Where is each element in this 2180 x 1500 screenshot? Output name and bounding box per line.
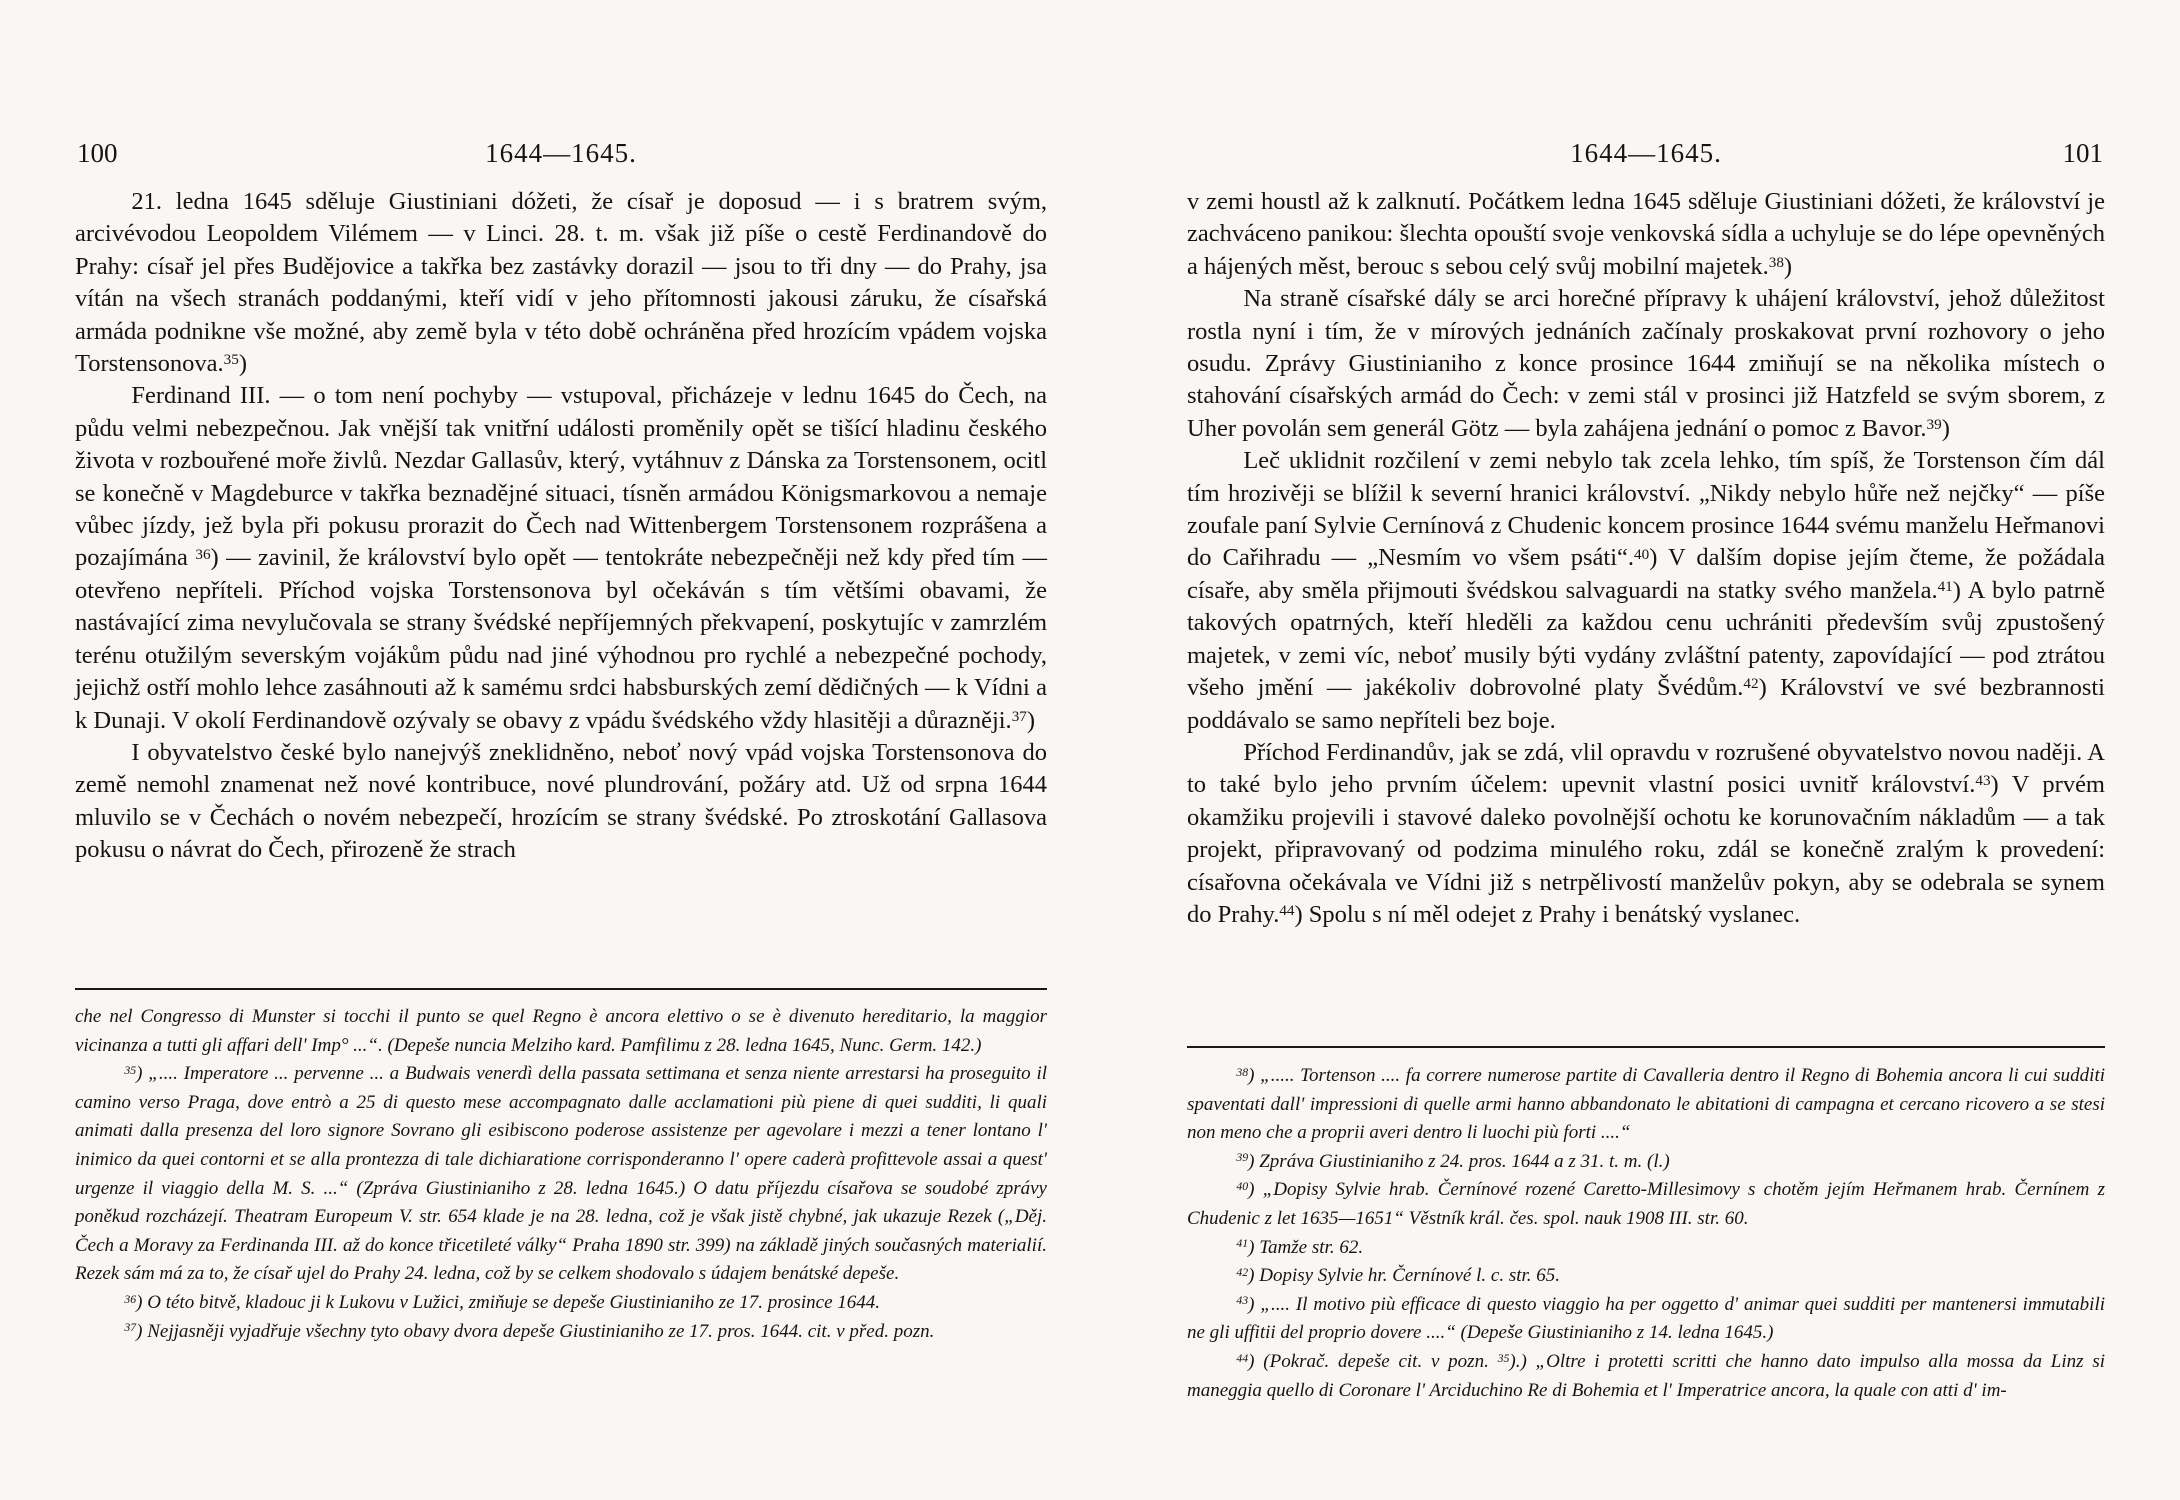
paragraph: Příchod Ferdinandův, jak se zdá, vlil opravdu v rozrušené obyvatelstvo novou naději. A to také bylo jeho prvním účelem: upevnit vlastní posici uvnitř království.$^{43}$) V prvém okamžiku projevili i stavové daleko povolnější ochotu ke korunovačním nákladům — a tak projekt, připravovaný od podzima minulého roku, zdál se konečně zralým k provedení: císařovna očekávala ve Vídni již s netrpělivostí manželův pokyn, aby se odebrala se synem do Prahy.$^{44}$) Spolu s ní měl odejet z Prahy i benátský vyslanec. [1187,738,2105,928]
footnote: $^{44}$) (Pokrač. depeše cit. v pozn. $^{35}$).) „Oltre i protetti scritti che hanno dato impulso alla mossa da Linz si maneggia quello di Coronare l' Arciduchino Re di Bohemia et l' Imperatrice ancora, la quale con atti d' im- [1187,1350,2105,1401]
paragraph: Leč uklidnit rozčilení v zemi nebylo tak zcela lehko, tím spíš, že Torstenson čím dál tím hrozivěji se blížil k severní hranici království. „Nikdy nebylo hůře než nejčky“ — píše zoufale paní Sylvie Cernínová z Chudenic koncem prosince 1644 svému manželu Heřmanovi do Cařihradu — „Nesmím vo všem psáti“.$^{40}$) V dalším dopise jejím čteme, že požádala císaře, aby směla přijmouti švédskou salvaguardi na statky svého manžela.$^{41}$) A bylo patrně takových opatrných, kteří hleděli za každou cenu uchrániti především svůj zpustošený majetek, v zemi víc, neboť musily býti vydány zvláštní patenty, zapovídající — pod ztrátou všeho jmění — jakékoliv dobrovolné platy Švédům.$^{42}$) Království ve své bezbrannosti poddávalo se samo nepříteli bez boje. [1187,447,2105,734]
running-title: 1644—1645. [485,138,637,168]
footnote: $^{38}$) „..... Tortenson .... fa correre numerose partite di Cavalleria dentro il Regno di Bohemia ancora li cui sudditi spaventati dall' impressioni di quelle armi hanno abbandonato le abitationi di campagna et cercano ricovero a se stesi non meno che a proprii averi dentro li luochi più forti ....“ [1187,1065,2105,1144]
page-number: 101 [2062,138,2103,168]
paragraph: Na straně císařské dály se arci horečné přípravy k uhájení království, jehož důležitost rostla nyní i tím, že v mírových jednáních začínaly proskakovat první rozhovory o jeho osudu. Zprávy Giustinianiho z konce prosince 1644 zmiňují se na několika místech o stahování císařských armád do Čech: v zemi stál v prosinci již Hatzfeld se svým sborem, z Uher povolán sem generál Götz — byla zahájena jednání o pomoc z Bavor.$^{39}$) [1187,285,2105,442]
paragraph: v zemi houstl až k zalknutí. Počátkem ledna 1645 sděluje Giustiniani dóžeti, že království je zachváceno panikou: šlechta opouští svoje venkovská sídla a uchyluje se do lépe opevněných a hájených měst, berouc s sebou celý svůj mobilní majetek.$^{38}$) [1187,188,2105,280]
footnote: $^{41}$) Tamže str. 62. [1236,1236,1364,1258]
footnote: $^{42}$) Dopisy Sylvie hr. Černínové l. c. str. 65. [1236,1265,1561,1287]
page-header-left [75,138,1047,169]
page-number: 100 [77,138,118,168]
footnote: $^{35}$) „.... Imperatore ... pervenne ... a Budwais venerdì della passata settimana et senza niente arrestarsi ha proseguito il camino verso Praga, dove entrò a 25 di questo mese accompagnato dalle acclamationi più piene di quei sudditi, li quali animati dalla presenza del loro signore Sovrano gli esibiscono poderose assistenze per agevolare i mezzi a tener lontano l' inimico da quei contorni et se alla prontezza di tale dichiaratione corrisponderanno l' opere caderà profittevole assai a quest' urgenze il viaggio della M. S. ...“ (Zpráva Giustinianiho z 28. ledna 1645.) O datu příjezdu císařova se soudobé zprávy poněkud rozcházejí. Theatram Europeum V. str. 654 klade je na 28. ledna, což je však jistě chybné, jak ukazuje Rezek („Děj. Čech a Moravy za Ferdinanda III. až do konce třicetileté války“ Praha 1890 str. 399) na základě jiných současných materialií. Rezek sám má za to, že císař ujel do Prahy 24. ledna, což by se celkem shodovalo s údajem benátské depeše. [75,1063,1047,1285]
paragraph: 21. ledna 1645 sděluje Giustiniani dóžeti, že císař je doposud — i s bratrem svým, arcivévodou Leopoldem Vilémem — v Linci. 28. t. m. však již píše o cestě Ferdinandově do Prahy: císař jel přes Budějovice a takřka bez zastávky dorazil — jsou to tři dny — do Prahy, jsa vítán na všech stranách poddanými, kteří vidí v jeho přítomnosti jakousi záruku, že císařská armáda podnikne vše možné, aby země byla v této době ochráněna před hrozícím vpádem vojska Torstensonova.$^{35}$) [75,188,1047,378]
page-right [1187,0,2105,1500]
paragraph: Ferdinand III. — o tom není pochyby — vstupoval, přicházeje v lednu 1645 do Čech, na půdu velmi nebezpečnou. Jak vnější tak vnitřní události proměnily opět se tišící hladinu českého života v rozbouřené moře živlů. Nezdar Gallasův, který, vytáhnuv z Dánska za Torstensonem, ocitl se konečně v Magdeburce v takřka beznadějné situaci, tísněn armádou Königsmarkovou a nemaje vůbec jízdy, jež byla při pokusu prorazit do Čech nad Wittenbergem Torstensonem rozprášena a pozajímána $^{36}$) — zavinil, že království bylo opět — tentokráte nebezpečněji než kdy před tím — otevřeno nepříteli. Příchod vojska Torstensonova byl očekáván s tím většími obavami, že nastávající zima nevylučovala se strany švédské nepříjemných překvapení, poskytujíc v zamrzlém terénu otužilým severským vojákům půdu nad jiné výhodnou pro rychlé a nebezpečné pochody, jejichž ostří mohlo lehce zasáhnouti až k samému srdci habsburských zemí dědičných — k Vídni a k Dunaji. V okolí Ferdinandově ozývaly se obavy z vpádu švédského vždy hlasitěji a důrazněji.$^{37}$) [75,382,1047,734]
running-title: 1644—1645. [1570,138,1722,168]
footnote: $^{39}$) Zpráva Giustinianiho z 24. pros. 1644 a z 31. t. m. (l.) [1236,1150,1670,1172]
footnote: $^{36}$) O této bitvě, kladouc ji k Lukovu v Lužici, zmiňuje se depeše Giustinianiho ze 17. prosince 1644. [124,1291,881,1313]
footnotes [75,1003,1047,1346]
page-left [75,0,1047,1500]
footnote: $^{40}$) „Dopisy Sylvie hrab. Černínové rozené Caretto-Millesimovy s chotěm jejím Heřmanem hrab. Černínem z Chudenic z let 1635—1651“ Věstník král. čes. spol. nauk 1908 III. str. 60. [1187,1179,2105,1229]
footnote: $^{43}$) „.... Il motivo più efficace di questo viaggio ha per oggetto d' animar quei sudditi per mantenersi immutabili ne gli uffitii del proprio dovere ....“ (Depeše Giustinianiho z 14. ledna 1645.) [1187,1293,2105,1344]
main-text [1187,186,2105,931]
main-text [75,186,1047,867]
page-header-right [1187,138,2105,169]
footnotes [1187,1062,2105,1405]
paragraph: I obyvatelstvo české bylo nanejvýš zneklidněno, neboť nový vpád vojska Torstensonova do země nemohl znamenat než nové kontribuce, nové plundrování, požáry atd. Už od srpna 1644 mluvilo se v Čechách o novém nebezpečí, hrozícím se strany švédské. Po ztroskotání Gallasova pokusu o návrat do Čech, přirozeně že strach [75,738,1047,864]
footnote-separator [1187,1046,2105,1048]
footnote: che nel Congresso di Munster si tocchi il punto se quel Regno è ancora elettivo o se è divenuto hereditario, la maggior vicinanza a tutti gli affari dell' Imp° ...“. (Depeše nuncia Melziho kard. Pamfilimu z 28. ledna 1645, Nunc. Germ. 142.) [75,1006,1047,1056]
footnote-separator [75,988,1047,990]
footnote: $^{37}$) Nejjasněji vyjadřuje všechny tyto obavy dvora depeše Giustinianiho ze 17. pros. 1644. cit. v před. pozn. [124,1320,935,1342]
